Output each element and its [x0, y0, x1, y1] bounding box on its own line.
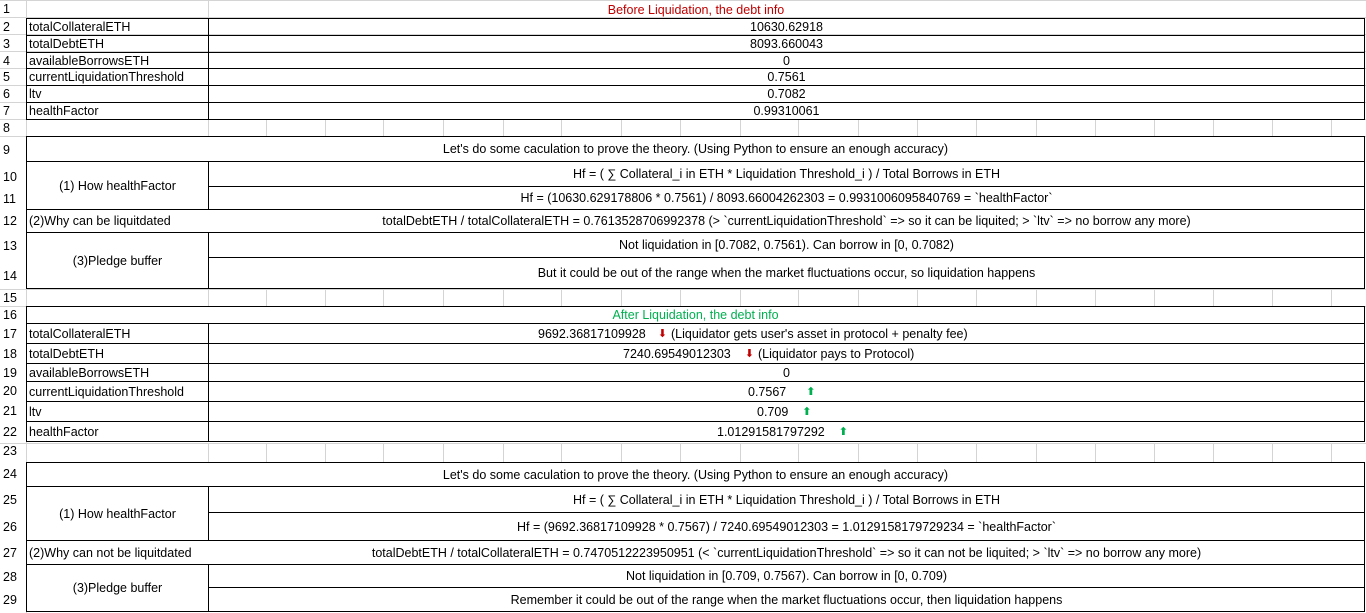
before-why-label: (2)Why can be liquitdated [29, 214, 171, 228]
after-note-debt: (Liquidator pays to Protocol) [757, 346, 915, 361]
after-calc-header: Let's do some caculation to prove the theory. (Using Python to ensure an enough accuracy) [442, 467, 949, 482]
after-value-healthfactor-cell [717, 422, 848, 441]
after-label-ltv: ltv [29, 404, 42, 419]
after-label-healthfactor: healthFactor [29, 424, 99, 439]
before-label-debt: totalDebtETH [29, 36, 105, 51]
after-note-collateral: (Liquidator gets user's asset in protocol + penalty fee) [670, 326, 968, 341]
before-why-text: totalDebtETH / totalCollateralETH = 0.7613528706992378 (> `currentLiquidationThreshold` => so it can be liquited; > `ltv` => no borrow any more) [382, 214, 1191, 228]
after-value-healthfactor: 1.01291581797292 [717, 424, 825, 439]
after-pledge-1: Not liquidation in [0.709, 0.7567). Can borrow in [0, 0.709) [625, 569, 948, 583]
after-value-collateral-cell [538, 324, 968, 343]
after-why-label: (2)Why can not be liquitdated [29, 545, 192, 560]
before-label-available: availableBorrowsETH [29, 53, 150, 68]
before-formula: Hf = ( ∑ Collateral_i in ETH * Liquidation Threshold_i ) / Total Borrows in ETH [572, 167, 1001, 181]
after-how-label: (1) How healthFactor [59, 506, 176, 521]
red-down-arrow-icon: ⬇ [744, 348, 754, 360]
after-formula: Hf = ( ∑ Collateral_i in ETH * Liquidation Threshold_i ) / Total Borrows in ETH [572, 492, 1001, 507]
after-value-debt-cell [623, 344, 914, 363]
after-value-debt: 7240.69549012303 [623, 346, 731, 361]
before-how-label: (1) How healthFactor [59, 178, 176, 193]
after-value-ltv-cell [757, 402, 812, 421]
after-value-threshold-cell [748, 382, 815, 401]
after-title: After Liquidation, the debt info [612, 308, 779, 322]
before-hf-calc: Hf = (10630.629178806 * 0.7561) / 8093.66004262303 = 0.9931006095840769 = `healthFactor` [520, 191, 1053, 205]
green-up-arrow-icon: ⬆ [802, 406, 812, 418]
before-pledge-2: But it could be out of the range when the market fluctuations occur, so liquidation happens [537, 266, 1036, 280]
before-calc-header: Let's do some caculation to prove the theory. (Using Python to ensure an enough accuracy) [442, 142, 949, 156]
after-value-ltv: 0.709 [757, 404, 789, 419]
after-hf-calc: Hf = (9692.36817109928 * 0.7567) / 7240.69549012303 = 1.0129158179729234 = `healthFactor` [517, 519, 1056, 534]
before-label-collateral: totalCollateralETH [29, 19, 131, 34]
red-down-arrow-icon: ⬇ [657, 328, 667, 340]
green-up-arrow-icon: ⬆ [806, 386, 816, 398]
before-label-healthfactor: healthFactor [29, 103, 99, 118]
after-value-available: 0 [783, 365, 790, 380]
after-label-available: availableBorrowsETH [29, 365, 150, 380]
spreadsheet: 1 2 3 4 5 6 7 8 9 10 11 12 13 14 15 16 17 18 19 20 21 22 23 24 25 26 27 28 29 Before Liquidation, the debt info totalCollateralETH 10630.62918 totalDebtETH 8093.660043 availableBorrowsETH 0 currentLiquidationThreshold 0.7561 ltv 0.7082 healthFactor 0.99310061 Let's do some caculation to prove the theory. (Using Python to ensure an enough accuracy) (1) How healthFactor Hf = ( ∑ Collateral_i in ETH * Liquidation Threshold_i ) / Total Borrows in ETH Hf = (10630.629178806 * 0.7561) / 8093.66004262303 = 0.9931006095840769 = `healthFactor` (2)Why can be liquitdated totalDebtETH / totalCollateralETH = 0.7613528706992378 (> `currentLiquidationThreshold` => so it can be liquited; > `ltv` => no borrow any more) (3)Pledge buffer Not liquidation in [0.7082, 0.7561). Can borrow in [0, 0.7082) But it could be out of the range when the market fluctuations occur, so liquidation happens After Liquidation, the debt info totalCollateralETH 9692.36817109928 ⬇ (Liquidator gets user's asset in protocol + penalty fee) totalDebtETH 7240.69549012303 ⬇ (Liquidator pays to Protocol) availableBorrowsETH 0 currentLiquidationThreshold 0.7567 ⬆ ltv 0.709 ⬆ healthFactor 1.01291581797292 ⬆ Let's do some caculation to prove the theory. (Using Python to ensure an enough accuracy) (1) How healthFactor Hf = ( ∑ Collateral_i in ETH * Liquidation Threshold_i ) / Total Borrows in ETH Hf = (9692.36817109928 * 0.7567) / 7240.69549012303 = 1.0129158179729234 = `healthFactor` (2)Why can not be liquitdated totalDebtETH / totalCollateralETH = 0.7470512223950951 (< `currentLiquidationThreshold` => so it can not be liquited; > `ltv` => no borrow any more) (3)Pledge buffer Not liquidation in [0.709, 0.7567). Can borrow in [0, 0.709) Remember it could be out of the range when the market fluctuations occur, then liquidation happens [0, 0, 1366, 613]
before-value-threshold: 0.7561 [767, 69, 806, 84]
before-title: Before Liquidation, the debt info [607, 2, 785, 17]
before-pledge-label: (3)Pledge buffer [72, 253, 163, 268]
after-value-collateral: 9692.36817109928 [538, 326, 646, 341]
before-label-threshold: currentLiquidationThreshold [29, 69, 184, 84]
after-label-debt: totalDebtETH [29, 346, 105, 361]
after-label-collateral: totalCollateralETH [29, 326, 131, 341]
after-pledge-label: (3)Pledge buffer [72, 581, 163, 595]
before-value-healthfactor: 0.99310061 [753, 103, 820, 118]
before-label-ltv: ltv [29, 86, 42, 101]
before-pledge-1: Not liquidation in [0.7082, 0.7561). Can borrow in [0, 0.7082) [619, 238, 954, 252]
before-value-debt: 8093.660043 [750, 36, 823, 51]
after-label-threshold: currentLiquidationThreshold [29, 384, 184, 399]
before-value-ltv: 0.7082 [767, 86, 806, 101]
after-why-text: totalDebtETH / totalCollateralETH = 0.7470512223950951 (< `currentLiquidationThreshold` => so it can not be liquited; > `ltv` => no borrow any more) [371, 545, 1202, 560]
after-pledge-2: Remember it could be out of the range when the market fluctuations occur, then liquidation happens [510, 592, 1063, 607]
after-value-threshold: 0.7567 [748, 384, 787, 399]
before-value-collateral: 10630.62918 [750, 19, 823, 34]
green-up-arrow-icon: ⬆ [838, 426, 848, 438]
before-value-available: 0 [783, 53, 790, 68]
